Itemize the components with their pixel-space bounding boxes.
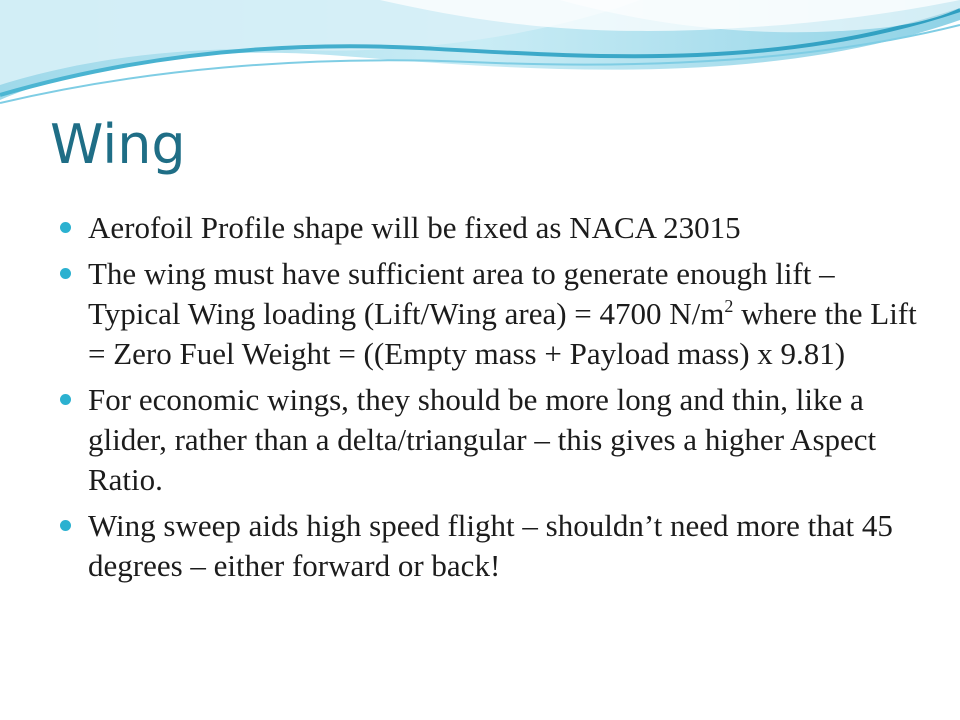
bullet-text-part: where the Lift = Zero Fuel Weight = ((Empty mass + Payload mass) x 9.81) (88, 296, 917, 371)
bullet-dot-icon (60, 268, 71, 279)
bullet-text: Wing sweep aids high speed flight – shouldn’t need more that 45 degrees – either forward or back! (88, 508, 893, 583)
bullet-item (60, 208, 920, 248)
bullet-text: For economic wings, they should be more long and thin, like a glider, rather than a delta/triangular – this gives a higher Aspect Ratio. (88, 382, 877, 497)
bullet-dot-icon (60, 520, 71, 531)
bullet-item (60, 380, 920, 500)
bullet-item (60, 506, 920, 586)
bullet-list (60, 208, 920, 592)
bullet-item (60, 254, 920, 374)
slide-title: Wing (50, 113, 186, 176)
bullet-dot-icon (60, 222, 71, 233)
bullet-text: Aerofoil Profile shape will be fixed as NACA 23015 (88, 210, 741, 245)
superscript: 2 (724, 296, 734, 316)
bullet-text-part: The wing must have sufficient area to generate enough lift – Typical Wing loading (Lift/Wing area) = 4700 N/m (88, 256, 835, 331)
bullet-text (88, 256, 917, 371)
decorative-wave-header (0, 0, 960, 120)
bullet-dot-icon (60, 394, 71, 405)
